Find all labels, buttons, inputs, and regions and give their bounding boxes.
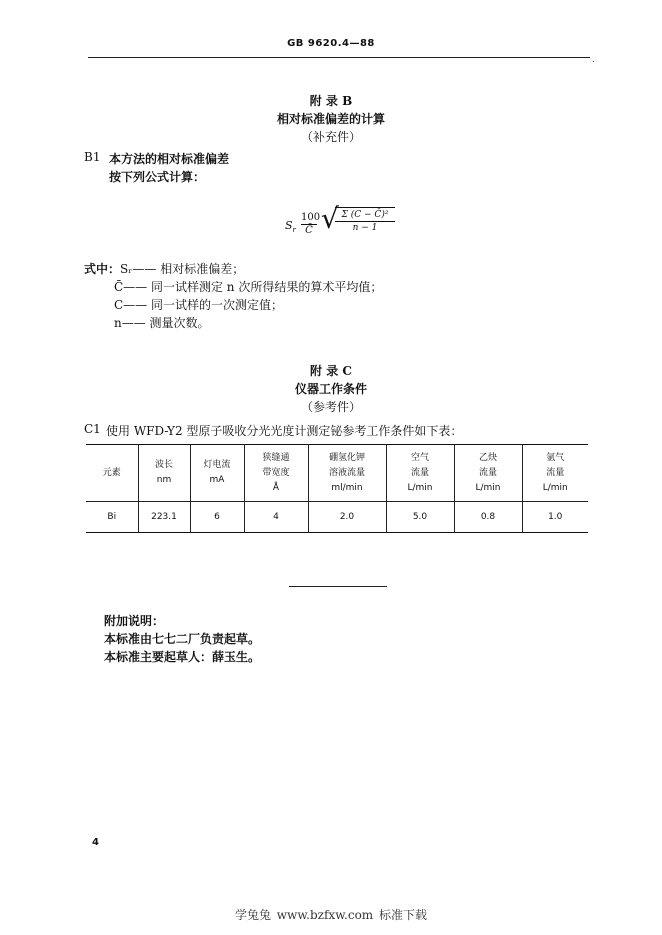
additional-notes-line: 本标准主要起草人：薛玉生。 <box>104 650 261 664</box>
appendix-b-title: 附 录 B <box>309 94 353 108</box>
header-unit: ml/min <box>331 482 363 493</box>
table-header-cell <box>86 445 138 502</box>
appendix-b-note: （补充件） <box>300 130 361 144</box>
definition-line: C—— 同一试样的一次测定值； <box>114 298 283 312</box>
conditions-table <box>86 444 588 533</box>
table-header-cell <box>138 445 190 502</box>
section-c1-text: 使用 WFD-Y2 型原子吸收分光光度计测定铋参考工作条件如下表： <box>106 424 463 438</box>
table-cell: 4 <box>244 502 308 533</box>
section-separator <box>289 586 387 587</box>
header-dot: . <box>592 55 595 64</box>
document-header-standard-number: GB 9620.4—88 <box>287 38 375 49</box>
header-unit: nm <box>156 475 172 485</box>
rsd-formula <box>285 204 415 244</box>
table-cell: Bi <box>107 512 117 522</box>
header-label: 波长 <box>154 460 173 470</box>
appendix-c-title: 附 录 C <box>310 364 352 378</box>
instrument-conditions-table <box>86 444 588 533</box>
appendix-c-subtitle: 仪器工作条件 <box>294 382 367 396</box>
header-label: 氩气 <box>546 452 565 463</box>
formula-coef-numerator: 100 <box>301 212 321 223</box>
table-header-cell <box>190 445 244 502</box>
section-b1-label: B1 <box>84 150 101 164</box>
section-c1-label: C1 <box>84 422 101 436</box>
appendix-c-note: （参考件） <box>300 400 361 414</box>
formula-lhs-subscript: r <box>292 226 296 235</box>
table-header-cell <box>244 445 308 502</box>
header-label: 溶液流量 <box>328 467 365 478</box>
formula-lhs-symbol: S <box>285 219 293 232</box>
table-cell: 6 <box>190 502 244 533</box>
definition-line: Sᵣ—— 相对标准偏差； <box>120 262 245 276</box>
header-label: 流量 <box>478 467 497 478</box>
header-label: 元素 <box>102 467 121 478</box>
section-b1-intro: 按下列公式计算： <box>109 170 206 184</box>
section-b1-title: 本方法的相对标准偏差 <box>109 152 230 166</box>
table-row <box>86 502 588 533</box>
sqrt-bar <box>335 207 395 208</box>
definition-line: C̄—— 同一试样测定 n 次所得结果的算术平均值； <box>114 280 383 294</box>
additional-notes-title: 附加说明： <box>104 614 165 628</box>
header-label: 狭缝通 <box>262 452 290 463</box>
header-label: 乙炔 <box>478 452 497 463</box>
header-label: 流量 <box>410 467 429 478</box>
sqrt-sign-icon: √ <box>321 202 339 235</box>
table-cell: 223.1 <box>138 502 190 533</box>
formula-coefficient <box>301 212 321 237</box>
header-label: 带宽度 <box>262 467 290 478</box>
formula-rad-denominator: n − 1 <box>352 223 378 233</box>
table-header-cell <box>308 445 386 502</box>
table-cell: 1.0 <box>522 502 588 533</box>
header-label: 流量 <box>546 467 565 478</box>
formula-lhs <box>285 219 296 234</box>
appendix-b-subtitle: 相对标准偏差的计算 <box>276 112 385 126</box>
header-unit: L/min <box>542 482 568 493</box>
table-cell: 2.0 <box>308 502 386 533</box>
table-header-cell <box>386 445 454 502</box>
additional-notes-line: 本标准由七七二厂负责起草。 <box>104 632 261 646</box>
header-unit: mA <box>209 475 225 485</box>
header-rule <box>88 57 590 58</box>
table-cell: 0.8 <box>454 502 522 533</box>
table-cell: 5.0 <box>386 502 454 533</box>
header-unit: Å <box>272 482 280 493</box>
definition-line: n—— 测量次数。 <box>114 316 210 330</box>
formula-radicand <box>335 209 395 234</box>
where-prefix: 式中： <box>84 262 121 276</box>
header-label: 硼氢化钾 <box>328 452 365 463</box>
table-header-cell <box>454 445 522 502</box>
table-header-cell <box>522 445 588 502</box>
header-label: 灯电流 <box>203 460 231 470</box>
formula-rad-numerator: Σ (C − C̄)² <box>335 209 395 222</box>
formula-coef-denominator: C̄ <box>305 225 313 236</box>
page-number: 4 <box>92 837 99 848</box>
header-unit: L/min <box>407 482 433 493</box>
source-watermark: 学兔兔 www.bzfxw.com 标准下载 <box>234 908 428 922</box>
table-header-row <box>86 445 588 502</box>
header-unit: L/min <box>475 482 501 493</box>
header-label: 空气 <box>410 452 429 463</box>
